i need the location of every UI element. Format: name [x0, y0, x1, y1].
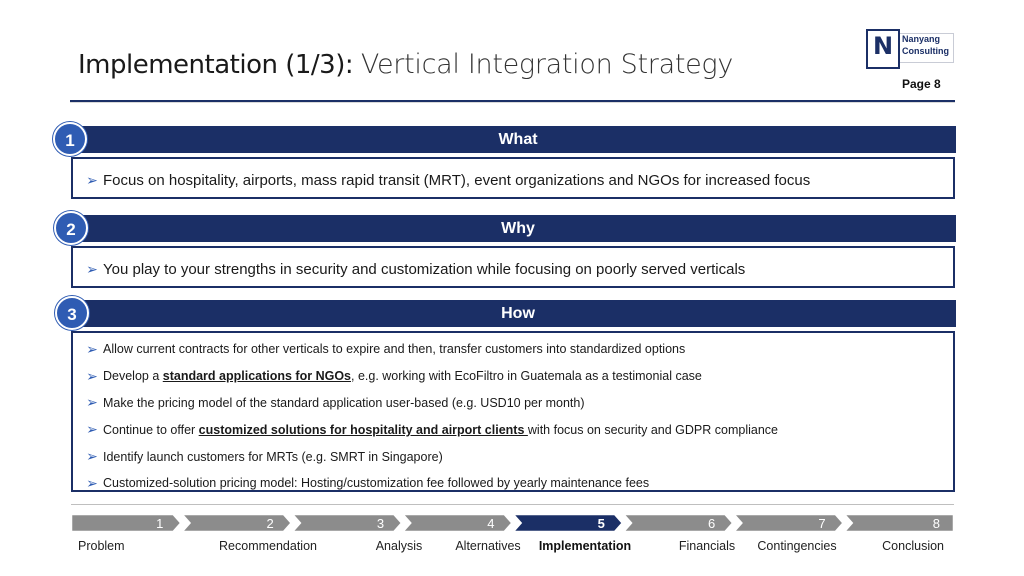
progress-label-problem[interactable]: Problem — [78, 539, 125, 553]
progress-label-conclusion[interactable]: Conclusion — [882, 539, 944, 553]
arrow-bullet-icon: ➢ — [86, 448, 98, 465]
emphasis-text: standard applications for NGOs — [162, 369, 351, 384]
text-part: Identify launch customers for MRTs (e.g. SMRT in Singapore) — [103, 449, 443, 464]
progress-step-number: 3 — [376, 516, 385, 531]
logo-name — [902, 33, 949, 57]
header-divider — [70, 100, 955, 103]
section-how-panel — [71, 331, 955, 492]
text-part: Allow current contracts for other verticals to expire and then, transfer customers into standardized options — [103, 342, 686, 357]
list-item — [81, 470, 953, 497]
list-item-text — [103, 450, 443, 464]
list-item-text: You play to your strengths in security and customization while focusing on poorly served verticals — [103, 261, 746, 278]
section-what-panel — [71, 157, 955, 199]
text-part: Make the pricing model of the standard application user-based (e.g. USD10 per month) — [103, 395, 585, 410]
list-item — [81, 261, 953, 278]
arrow-bullet-icon: ➢ — [86, 172, 98, 188]
list-item — [81, 336, 953, 363]
arrow-bullet-icon: ➢ — [86, 340, 98, 357]
progress-step-7[interactable] — [733, 514, 843, 532]
company-logo — [866, 29, 954, 69]
list-item-text — [103, 423, 778, 437]
list-item — [81, 416, 953, 443]
section-why-panel — [71, 246, 955, 288]
progress-step-number: 5 — [597, 516, 605, 531]
section-why-bar: Why — [80, 215, 956, 242]
progress-step-number: 1 — [156, 516, 164, 531]
arrow-bullet-icon: ➢ — [86, 261, 98, 277]
section-how-bar: How — [80, 300, 956, 327]
progress-step-number: 6 — [708, 516, 716, 531]
list-item-text — [103, 369, 702, 383]
progress-step-3[interactable] — [292, 514, 402, 532]
list-item-text — [103, 476, 649, 490]
text-part: Continue to offer — [103, 422, 199, 437]
logo-line-2: Consulting — [902, 46, 949, 56]
progress-label-implementation[interactable]: Implementation — [538, 539, 632, 553]
list-item — [81, 172, 953, 189]
page-title — [78, 48, 733, 80]
text-part: with focus on security and GDPR compliance — [527, 422, 779, 437]
progress-label-financials[interactable]: Financials — [678, 539, 736, 553]
list-item — [81, 390, 953, 417]
section-what-bar: What — [80, 126, 956, 153]
title-rest: Vertical Integration Strategy — [360, 49, 734, 80]
progress-label-alternatives[interactable]: Alternatives — [455, 539, 521, 553]
progress-divider — [71, 504, 954, 505]
progress-label-recommendation[interactable]: Recommendation — [219, 539, 317, 553]
progress-step-6[interactable] — [623, 514, 733, 532]
progress-step-number: 2 — [266, 516, 274, 531]
progress-step-number: 4 — [487, 516, 495, 531]
progress-step-4[interactable] — [402, 514, 512, 532]
list-item — [81, 443, 953, 470]
progress-step-number: 7 — [818, 516, 826, 531]
text-part: Customized-solution pricing model: Hosting/customization fee followed by yearly maintenance fees — [103, 476, 650, 491]
section-2-badge: 2 — [54, 211, 88, 245]
header-divider-accent — [70, 100, 955, 102]
progress-chevrons — [71, 514, 954, 532]
logo-letter: N — [872, 32, 894, 60]
section-3-badge: 3 — [55, 296, 89, 330]
progress-step-2[interactable] — [181, 514, 291, 532]
text-part: , e.g. working with EcoFiltro in Guatemala as a testimonial case — [351, 369, 702, 384]
list-item-text: Focus on hospitality, airports, mass rapid transit (MRT), event organizations and NGOs for increased focus — [103, 172, 811, 189]
progress-label-contingencies[interactable]: Contingencies — [757, 539, 837, 553]
progress-step-5[interactable] — [513, 514, 623, 532]
progress-step-1[interactable] — [71, 514, 181, 532]
list-item — [81, 363, 953, 390]
progress-label-analysis[interactable]: Analysis — [375, 539, 423, 553]
list-item-text — [103, 396, 585, 410]
list-item-text — [103, 342, 685, 356]
arrow-bullet-icon: ➢ — [86, 474, 98, 491]
logo-line-1: Nanyang — [902, 34, 941, 44]
section-1-badge: 1 — [53, 122, 87, 156]
arrow-bullet-icon: ➢ — [86, 367, 98, 384]
emphasis-text: customized solutions for hospitality and airport clients — [198, 422, 528, 437]
arrow-bullet-icon: ➢ — [86, 394, 98, 411]
page-number: Page 8 — [902, 77, 941, 91]
progress-step-number: 8 — [932, 516, 940, 531]
text-part: Develop a — [103, 369, 163, 384]
title-lead: Implementation (1/3): — [78, 50, 354, 80]
arrow-bullet-icon: ➢ — [86, 421, 98, 438]
